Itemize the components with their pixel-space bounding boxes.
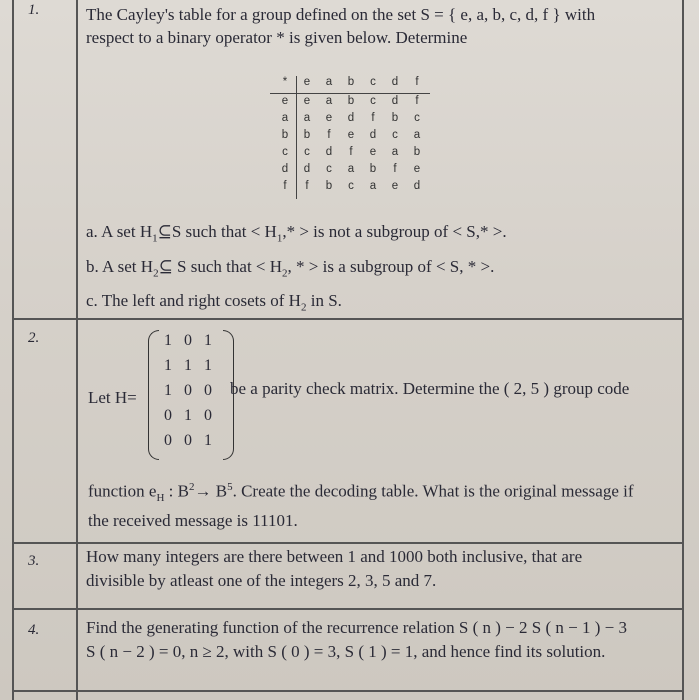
q2-after-matrix: be a parity check matrix. Determine the ( 2, 5 ) group code <box>230 379 630 398</box>
cayley-cell: c <box>326 163 332 175</box>
cayley-cell: a <box>303 112 311 124</box>
question-number-3: 3. <box>28 553 40 569</box>
cayley-cell: e <box>413 163 421 175</box>
cayley-cell: f <box>393 163 397 175</box>
divider-q2-q3 <box>12 542 683 544</box>
cayley-cell: f <box>327 129 331 141</box>
cayley-cell: c <box>304 146 310 158</box>
matrix-entry: 1 <box>204 332 212 349</box>
cayley-cell: c <box>392 129 398 141</box>
q3-line-1: How many integers are there between 1 and 1000 both inclusive, that are <box>86 547 583 566</box>
question-number-2: 2. <box>28 330 40 346</box>
cayley-row-label: f <box>283 180 287 192</box>
matrix-entry: 0 <box>184 382 192 399</box>
cayley-row-label: c <box>282 146 288 158</box>
matrix-entry: 1 <box>164 332 172 349</box>
cayley-cell: b <box>369 163 377 175</box>
cayley-cell: e <box>391 180 399 192</box>
bottom-line <box>12 690 683 692</box>
cayley-cell: e <box>303 95 311 107</box>
cayley-cell: d <box>325 146 333 158</box>
cayley-header-cell: a <box>325 76 333 88</box>
cayley-header-cell: b <box>347 76 355 88</box>
cayley-horizontal-rule <box>270 93 430 94</box>
cayley-cell: d <box>369 129 377 141</box>
matrix-row <box>158 357 228 375</box>
cayley-row-label: b <box>281 129 289 141</box>
cayley-cell: b <box>303 129 311 141</box>
cayley-cell: a <box>413 129 421 141</box>
cayley-cell: b <box>347 95 355 107</box>
matrix-row <box>158 382 228 400</box>
matrix-entry: 1 <box>164 382 172 399</box>
cayley-cell: c <box>414 112 420 124</box>
matrix-entry: 1 <box>184 407 192 424</box>
matrix-entry: 0 <box>184 432 192 449</box>
divider-q3-q4 <box>12 608 683 610</box>
q4-line-1: Find the generating function of the recurrence relation S ( n ) − 2 S ( n − 1 ) − 3 <box>86 618 627 637</box>
cayley-cell: f <box>415 95 419 107</box>
cayley-cell: d <box>391 95 399 107</box>
cayley-cell: d <box>303 163 311 175</box>
question-number-1: 1. <box>28 2 40 18</box>
cayley-header-cell: d <box>391 76 399 88</box>
cayley-table <box>270 76 470 201</box>
cayley-row-label: e <box>281 95 289 107</box>
q1-part-b: b. A set $H_2⊆$ S such that < $H_2$, * > is a subgroup of < S, * >. <box>86 257 495 280</box>
q2-let-label: Let H= <box>88 388 137 407</box>
cayley-cell: b <box>413 146 421 158</box>
q1-part-c: c. The left and right cosets of $H_2$ in S. <box>86 291 342 314</box>
cayley-cell: c <box>348 180 354 192</box>
cayley-cell: b <box>325 180 333 192</box>
matrix-entry: 1 <box>204 357 212 374</box>
matrix-row <box>158 407 228 425</box>
cayley-cell: d <box>413 180 421 192</box>
cayley-cell: e <box>347 129 355 141</box>
cayley-cell: a <box>347 163 355 175</box>
matrix-entry: 0 <box>204 382 212 399</box>
question-number-4: 4. <box>28 622 40 638</box>
cayley-vertical-rule <box>296 76 297 199</box>
q1-line-1: The Cayley's table for a group defined on the set S = { e, a, b, c, d, f } with <box>86 5 596 24</box>
cayley-cell: f <box>371 112 375 124</box>
cayley-cell: c <box>370 95 376 107</box>
cayley-cell: a <box>325 95 333 107</box>
q2-line-3: the received message is 11101. <box>88 511 298 530</box>
cayley-cell: e <box>325 112 333 124</box>
q2-line-2: function $e_H$ : $B^2\to B^5$. Create the decoding table. What is the original message if <box>88 481 634 505</box>
q1-line-2: respect to a binary operator * is given below. Determine <box>86 28 468 47</box>
matrix-row <box>158 432 228 450</box>
number-column-line <box>76 0 78 700</box>
cayley-header-cell: f <box>415 76 419 88</box>
cayley-header-cell: e <box>303 76 311 88</box>
right-border-line <box>682 0 684 700</box>
cayley-row-label: d <box>281 163 289 175</box>
cayley-cell: a <box>391 146 399 158</box>
matrix-entry: 1 <box>164 357 172 374</box>
matrix-entry: 0 <box>164 432 172 449</box>
cayley-cell: a <box>369 180 377 192</box>
cayley-corner: * <box>282 76 288 88</box>
matrix-entry: 1 <box>204 432 212 449</box>
q4-line-2: S ( n − 2 ) = 0, n ≥ 2, with S ( 0 ) = 3, S ( 1 ) = 1, and hence find its solution. <box>86 642 606 661</box>
matrix-entry: 0 <box>164 407 172 424</box>
cayley-row-label: a <box>281 112 289 124</box>
matrix-entry: 1 <box>184 357 192 374</box>
cayley-cell: b <box>391 112 399 124</box>
cayley-cell: f <box>305 180 309 192</box>
cayley-cell: f <box>349 146 353 158</box>
parity-check-matrix <box>148 330 228 460</box>
matrix-row <box>158 332 228 350</box>
cayley-cell: e <box>369 146 377 158</box>
cayley-header-cell: c <box>370 76 376 88</box>
matrix-entry: 0 <box>184 332 192 349</box>
q3-line-2: divisible by atleast one of the integers 2, 3, 5 and 7. <box>86 571 437 590</box>
q1-part-a: a. A set $H_1⊆S$ such that < $H_1,*$ > is not a subgroup of < S,* >. <box>86 222 507 245</box>
cayley-cell: d <box>347 112 355 124</box>
left-margin-line <box>12 0 14 700</box>
matrix-entry: 0 <box>204 407 212 424</box>
